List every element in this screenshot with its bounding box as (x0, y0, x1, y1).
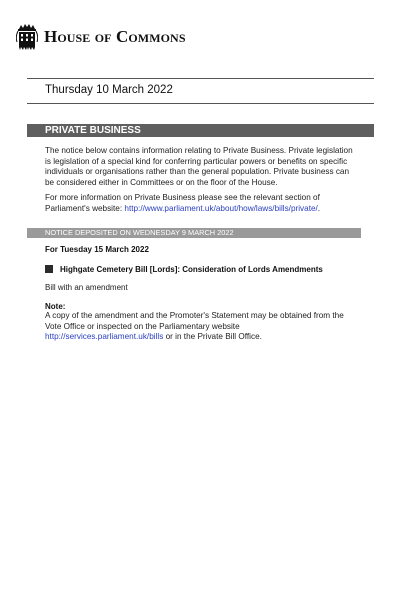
top-divider (27, 78, 374, 79)
date-divider (27, 103, 374, 104)
intro-paragraph: The notice below contains information relating to Private Business. Private legislation is legislation of a special kind for conferring particular powers or benefits on specific individuals or organisations rather than the general population. Private business can be considered either in Committees or on the floor of the House. (45, 146, 353, 187)
business-item (45, 264, 323, 274)
house-title (44, 27, 186, 47)
notice-deposited-text: NOTICE DEPOSITED ON WEDNESDAY 9 MARCH 2022 (45, 228, 234, 237)
more-info-paragraph (45, 193, 360, 214)
sitting-date: Thursday 10 March 2022 (45, 84, 173, 96)
private-business-link[interactable]: http://www.parliament.uk/about/how/laws/bills/private/ (124, 203, 318, 213)
note-suffix: or in the Private Bill Office. (163, 332, 262, 341)
page-header (16, 22, 186, 52)
section-title: PRIVATE BUSINESS (45, 125, 141, 136)
parliament-bills-link[interactable]: http://services.parliament.uk/bills (45, 332, 164, 341)
item-bullet-icon (45, 265, 53, 273)
for-date: For Tuesday 15 March 2022 (45, 245, 149, 254)
section-header-bar (27, 124, 374, 137)
notice-deposited-bar (27, 228, 361, 238)
portcullis-icon (16, 23, 38, 51)
more-info-suffix: . (317, 203, 321, 213)
more-info-prefix: For more information on Private Business please see the relevant section of Parliament's website: (45, 193, 320, 213)
bill-with-amendment: Bill with an amendment (45, 283, 128, 292)
note-paragraph (45, 311, 360, 343)
house-title-text: House of Commons (44, 27, 186, 46)
item-title: Highgate Cemetery Bill [Lords]: Consideration of Lords Amendments (60, 264, 323, 274)
note-label: Note: (45, 302, 66, 311)
note-prefix: A copy of the amendment and the Promoter's Statement may be obtained from the Vote Office or inspected on the Parliamentary website (45, 311, 344, 331)
